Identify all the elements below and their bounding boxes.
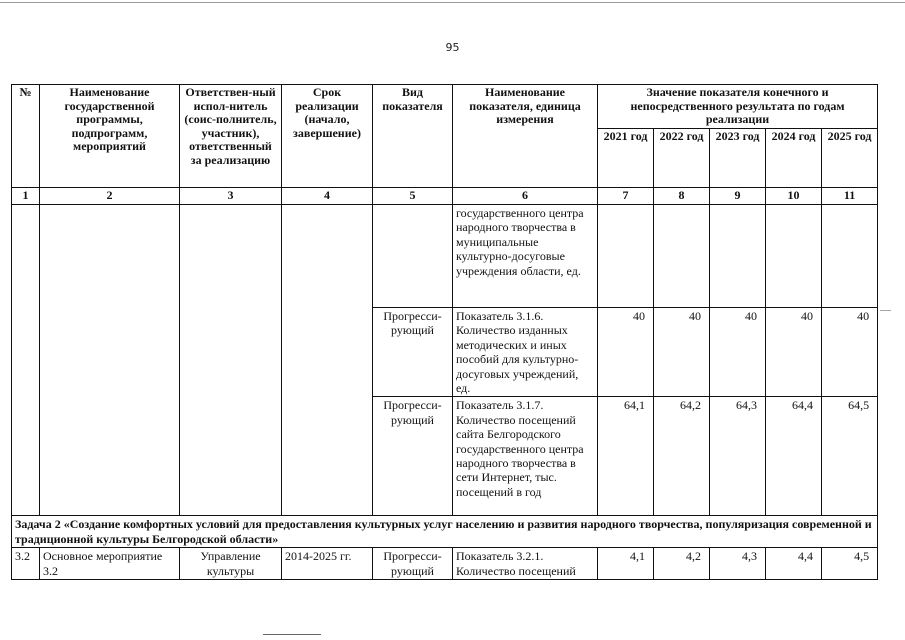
value-cell — [598, 205, 654, 308]
column-number: 4 — [282, 188, 373, 205]
name-cell-empty — [40, 205, 180, 516]
value-cell: 4,1 — [598, 548, 654, 580]
value-cell: 64,4 — [766, 397, 822, 516]
page-number: 95 — [445, 41, 460, 54]
kind-cell: Прогресси-рующий — [373, 308, 453, 397]
task-row — [12, 516, 878, 548]
header-period: Срок реализации (начало, завершение) — [282, 85, 373, 188]
value-cell: 64,2 — [654, 397, 710, 516]
value-cell: 40 — [710, 308, 766, 397]
value-cell: 4,3 — [710, 548, 766, 580]
indicator-cell: государственного центра народного творчества в муниципальные культурно-досуговые учреждения области, ед. — [453, 205, 598, 308]
column-number: 3 — [180, 188, 282, 205]
value-cell: 40 — [654, 308, 710, 397]
value-cell: 4,5 — [822, 548, 878, 580]
value-cell: 40 — [598, 308, 654, 397]
header-year-2022: 2022 год — [654, 129, 710, 188]
value-cell — [654, 205, 710, 308]
kind-cell — [373, 205, 453, 308]
num-cell-empty — [12, 205, 40, 516]
header-values-group: Значение показателя конечного и непосредственного результата по годам реализации — [598, 85, 878, 129]
column-number: 9 — [710, 188, 766, 205]
indicator-cell: Показатель 3.1.7. Количество посещений сайта Белгородского государственного центра народного творчества в сети Интернет, тыс. посещений в год — [453, 397, 598, 516]
table-row — [12, 548, 878, 580]
column-number: 11 — [822, 188, 878, 205]
column-number: 1 — [12, 188, 40, 205]
value-cell: 64,1 — [598, 397, 654, 516]
kind-cell: Прогресси-рующий — [373, 548, 453, 580]
header-kind: Вид показателя — [373, 85, 453, 188]
header-name: Наименование государственной программы, подпрограмм, мероприятий — [40, 85, 180, 188]
header-responsible: Ответствен-ный испол-нитель (соис-полнитель, участник), ответственный за реализацию — [180, 85, 282, 188]
value-cell: 64,3 — [710, 397, 766, 516]
task-title: Задача 2 «Создание комфортных условий для предоставления культурных услуг населению и развития народного творчества, популяризация современной и традиционной культуры Белгородской области» — [12, 516, 878, 548]
kind-cell: Прогресси-рующий — [373, 397, 453, 516]
period-cell: 2014-2025 гг. — [282, 548, 373, 580]
value-cell — [822, 205, 878, 308]
value-cell: 64,5 — [822, 397, 878, 516]
period-cell-empty — [282, 205, 373, 516]
value-cell — [710, 205, 766, 308]
responsible-cell: Управление культуры — [180, 548, 282, 580]
name-cell: Основное мероприятие 3.2 — [40, 548, 180, 580]
responsible-cell-empty — [180, 205, 282, 516]
column-number: 7 — [598, 188, 654, 205]
value-cell: 4,4 — [766, 548, 822, 580]
header-indicator: Наименование показателя, единица измерения — [453, 85, 598, 188]
pen-mark-right: — — [880, 304, 891, 316]
column-number: 5 — [373, 188, 453, 205]
value-cell — [766, 205, 822, 308]
header-year-2024: 2024 год — [766, 129, 822, 188]
indicators-table — [11, 84, 878, 580]
header-year-2023: 2023 год — [710, 129, 766, 188]
column-number: 2 — [40, 188, 180, 205]
scan-mark-bottom — [263, 634, 321, 635]
indicator-cell: Показатель 3.1.6. Количество изданных методических и иных пособий для культурно-досуговых учреждений, ед. — [453, 308, 598, 397]
value-cell: 40 — [822, 308, 878, 397]
value-cell: 40 — [766, 308, 822, 397]
header-year-2021: 2021 год — [598, 129, 654, 188]
column-number: 8 — [654, 188, 710, 205]
indicator-cell: Показатель 3.2.1. Количество посещений — [453, 548, 598, 580]
scan-edge-line — [0, 2, 905, 3]
column-number: 10 — [766, 188, 822, 205]
column-number: 6 — [453, 188, 598, 205]
num-cell: 3.2 — [12, 548, 40, 580]
table-row — [12, 205, 878, 308]
column-number-row — [12, 188, 878, 205]
header-year-2025: 2025 год — [822, 129, 878, 188]
value-cell: 4,2 — [654, 548, 710, 580]
header-num: № — [12, 85, 40, 188]
